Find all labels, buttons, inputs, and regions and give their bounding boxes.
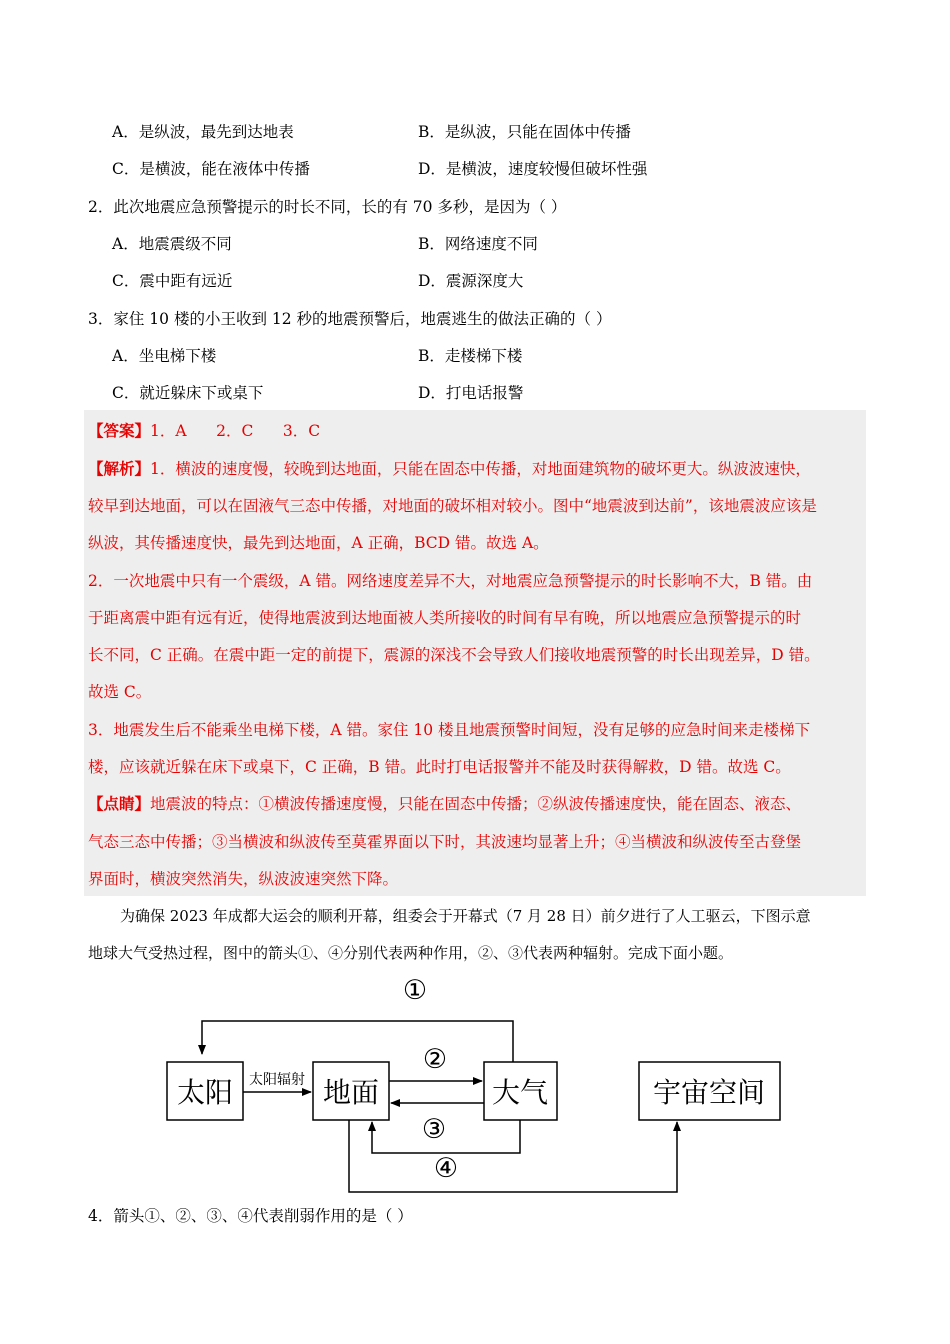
analysis-line-4: 2．一次地震中只有一个震级，A 错。网络速度差异不大，对地震应急预警提示的时长影响不大，B 错。由 bbox=[88, 572, 813, 590]
q1-option-c[interactable]: C．是横波，能在液体中传播 bbox=[112, 160, 310, 178]
analysis-line-6: 长不同，C 正确。在震中距一定的前提下，震源的深浅不会导致人们接收地震预警的时长出现差异，D 错。 bbox=[88, 646, 820, 664]
arrow-2-label: ② bbox=[422, 1044, 448, 1075]
ground-label: 地面 bbox=[322, 1076, 380, 1109]
space-label: 宇宙空间 bbox=[652, 1076, 766, 1109]
q1-option-d[interactable]: D．是横波，速度较慢但破坏性强 bbox=[418, 160, 648, 178]
analysis-line-1 bbox=[88, 459, 811, 479]
solar-radiation-label: 太阳辐射 bbox=[249, 1072, 305, 1088]
q3-option-c[interactable]: C．就近躲床下或桌下 bbox=[112, 384, 264, 402]
answer-tag: 【答案】 bbox=[88, 421, 151, 440]
q1-option-b[interactable]: B．是纵波，只能在固体中传播 bbox=[418, 123, 631, 141]
arrow-1-label: ① bbox=[402, 975, 428, 1006]
q3-option-d[interactable]: D．打电话报警 bbox=[418, 384, 524, 402]
arrow-3-label: ③ bbox=[421, 1114, 447, 1145]
q3-option-a[interactable]: A．坐电梯下楼 bbox=[112, 347, 217, 365]
q2-stem: 2．此次地震应急预警提示的时长不同，长的有 70 多秒，是因为（ ） bbox=[88, 198, 567, 216]
atmosphere-heating-diagram bbox=[150, 970, 800, 1200]
ground-to-space-arrow bbox=[349, 1120, 677, 1192]
q2-option-c[interactable]: C．震中距有远近 bbox=[112, 272, 233, 290]
answer-line bbox=[88, 421, 320, 441]
tips-line-1 bbox=[88, 794, 801, 814]
passage-line-2: 地球大气受热过程，图中的箭头①、④分别代表两种作用，②、③代表两种辐射。完成下面小题。 bbox=[88, 944, 734, 962]
arrow-1-path bbox=[202, 1021, 513, 1062]
analysis-line-2: 较早到达地面，可以在固液气三态中传播，对地面的破坏相对较小。图中“地震波到达前”，该地震波应该是 bbox=[88, 497, 817, 515]
analysis-line-3: 纵波，其传播速度快，最先到达地面，A 正确，BCD 错。故选 A。 bbox=[88, 534, 549, 552]
q2-option-d[interactable]: D．震源深度大 bbox=[418, 272, 524, 290]
q1-option-a[interactable]: A．是纵波，最先到达地表 bbox=[112, 123, 294, 141]
analysis-line-7: 故选 C。 bbox=[88, 683, 152, 701]
q2-option-b[interactable]: B．网络速度不同 bbox=[418, 235, 538, 253]
q4-stem: 4．箭头①、②、③、④代表削弱作用的是（ ） bbox=[88, 1207, 413, 1225]
analysis-text-1: 1．横波的速度慢，较晚到达地面，只能在固态中传播，对地面建筑物的破坏更大。纵波波速快， bbox=[150, 460, 811, 478]
analysis-line-9: 楼，应该就近躲在床下或桌下，C 正确，B 错。此时打电话报警并不能及时获得解救，D 错。故选 C。 bbox=[88, 758, 791, 776]
analysis-line-8: 3．地震发生后不能乘坐电梯下楼，A 错。家住 10 楼且地震预警时间短，没有足够的应急时间来走楼梯下 bbox=[88, 721, 811, 739]
tips-text-1: 地震波的特点：①横波传播速度慢，只能在固态中传播；②纵波传播速度快，能在固态、液态、 bbox=[150, 795, 802, 813]
tips-line-3: 界面时，横波突然消失，纵波波速突然下降。 bbox=[88, 870, 399, 888]
q2-option-a[interactable]: A．地震震级不同 bbox=[112, 235, 232, 253]
q3-option-b[interactable]: B．走楼梯下楼 bbox=[418, 347, 523, 365]
tips-line-2: 气态三态中传播；③当横波和纵波传至莫霍界面以下时，其波速均显著上升；④当横波和纵波传至古登堡 bbox=[88, 833, 802, 851]
analysis-line-5: 于距离震中距有远有近，使得地震波到达地面被人类所接收的时间有早有晚，所以地震应急预警提示的时 bbox=[88, 609, 802, 627]
analysis-tag: 【解析】 bbox=[88, 459, 151, 478]
atmosphere-label: 大气 bbox=[491, 1076, 549, 1109]
q3-stem: 3．家住 10 楼的小王收到 12 秒的地震预警后，地震逃生的做法正确的（ ） bbox=[88, 310, 612, 328]
arrow-4-label: ④ bbox=[433, 1153, 459, 1184]
sun-label: 太阳 bbox=[176, 1076, 234, 1109]
tips-tag: 【点睛】 bbox=[88, 794, 151, 813]
passage-line-1: 为确保 2023 年成都大运会的顺利开幕，组委会于开幕式（7 月 28 日）前夕进行了人工驱云，下图示意 bbox=[120, 907, 811, 925]
answer-text: 1．A 2．C 3．C bbox=[150, 422, 321, 440]
